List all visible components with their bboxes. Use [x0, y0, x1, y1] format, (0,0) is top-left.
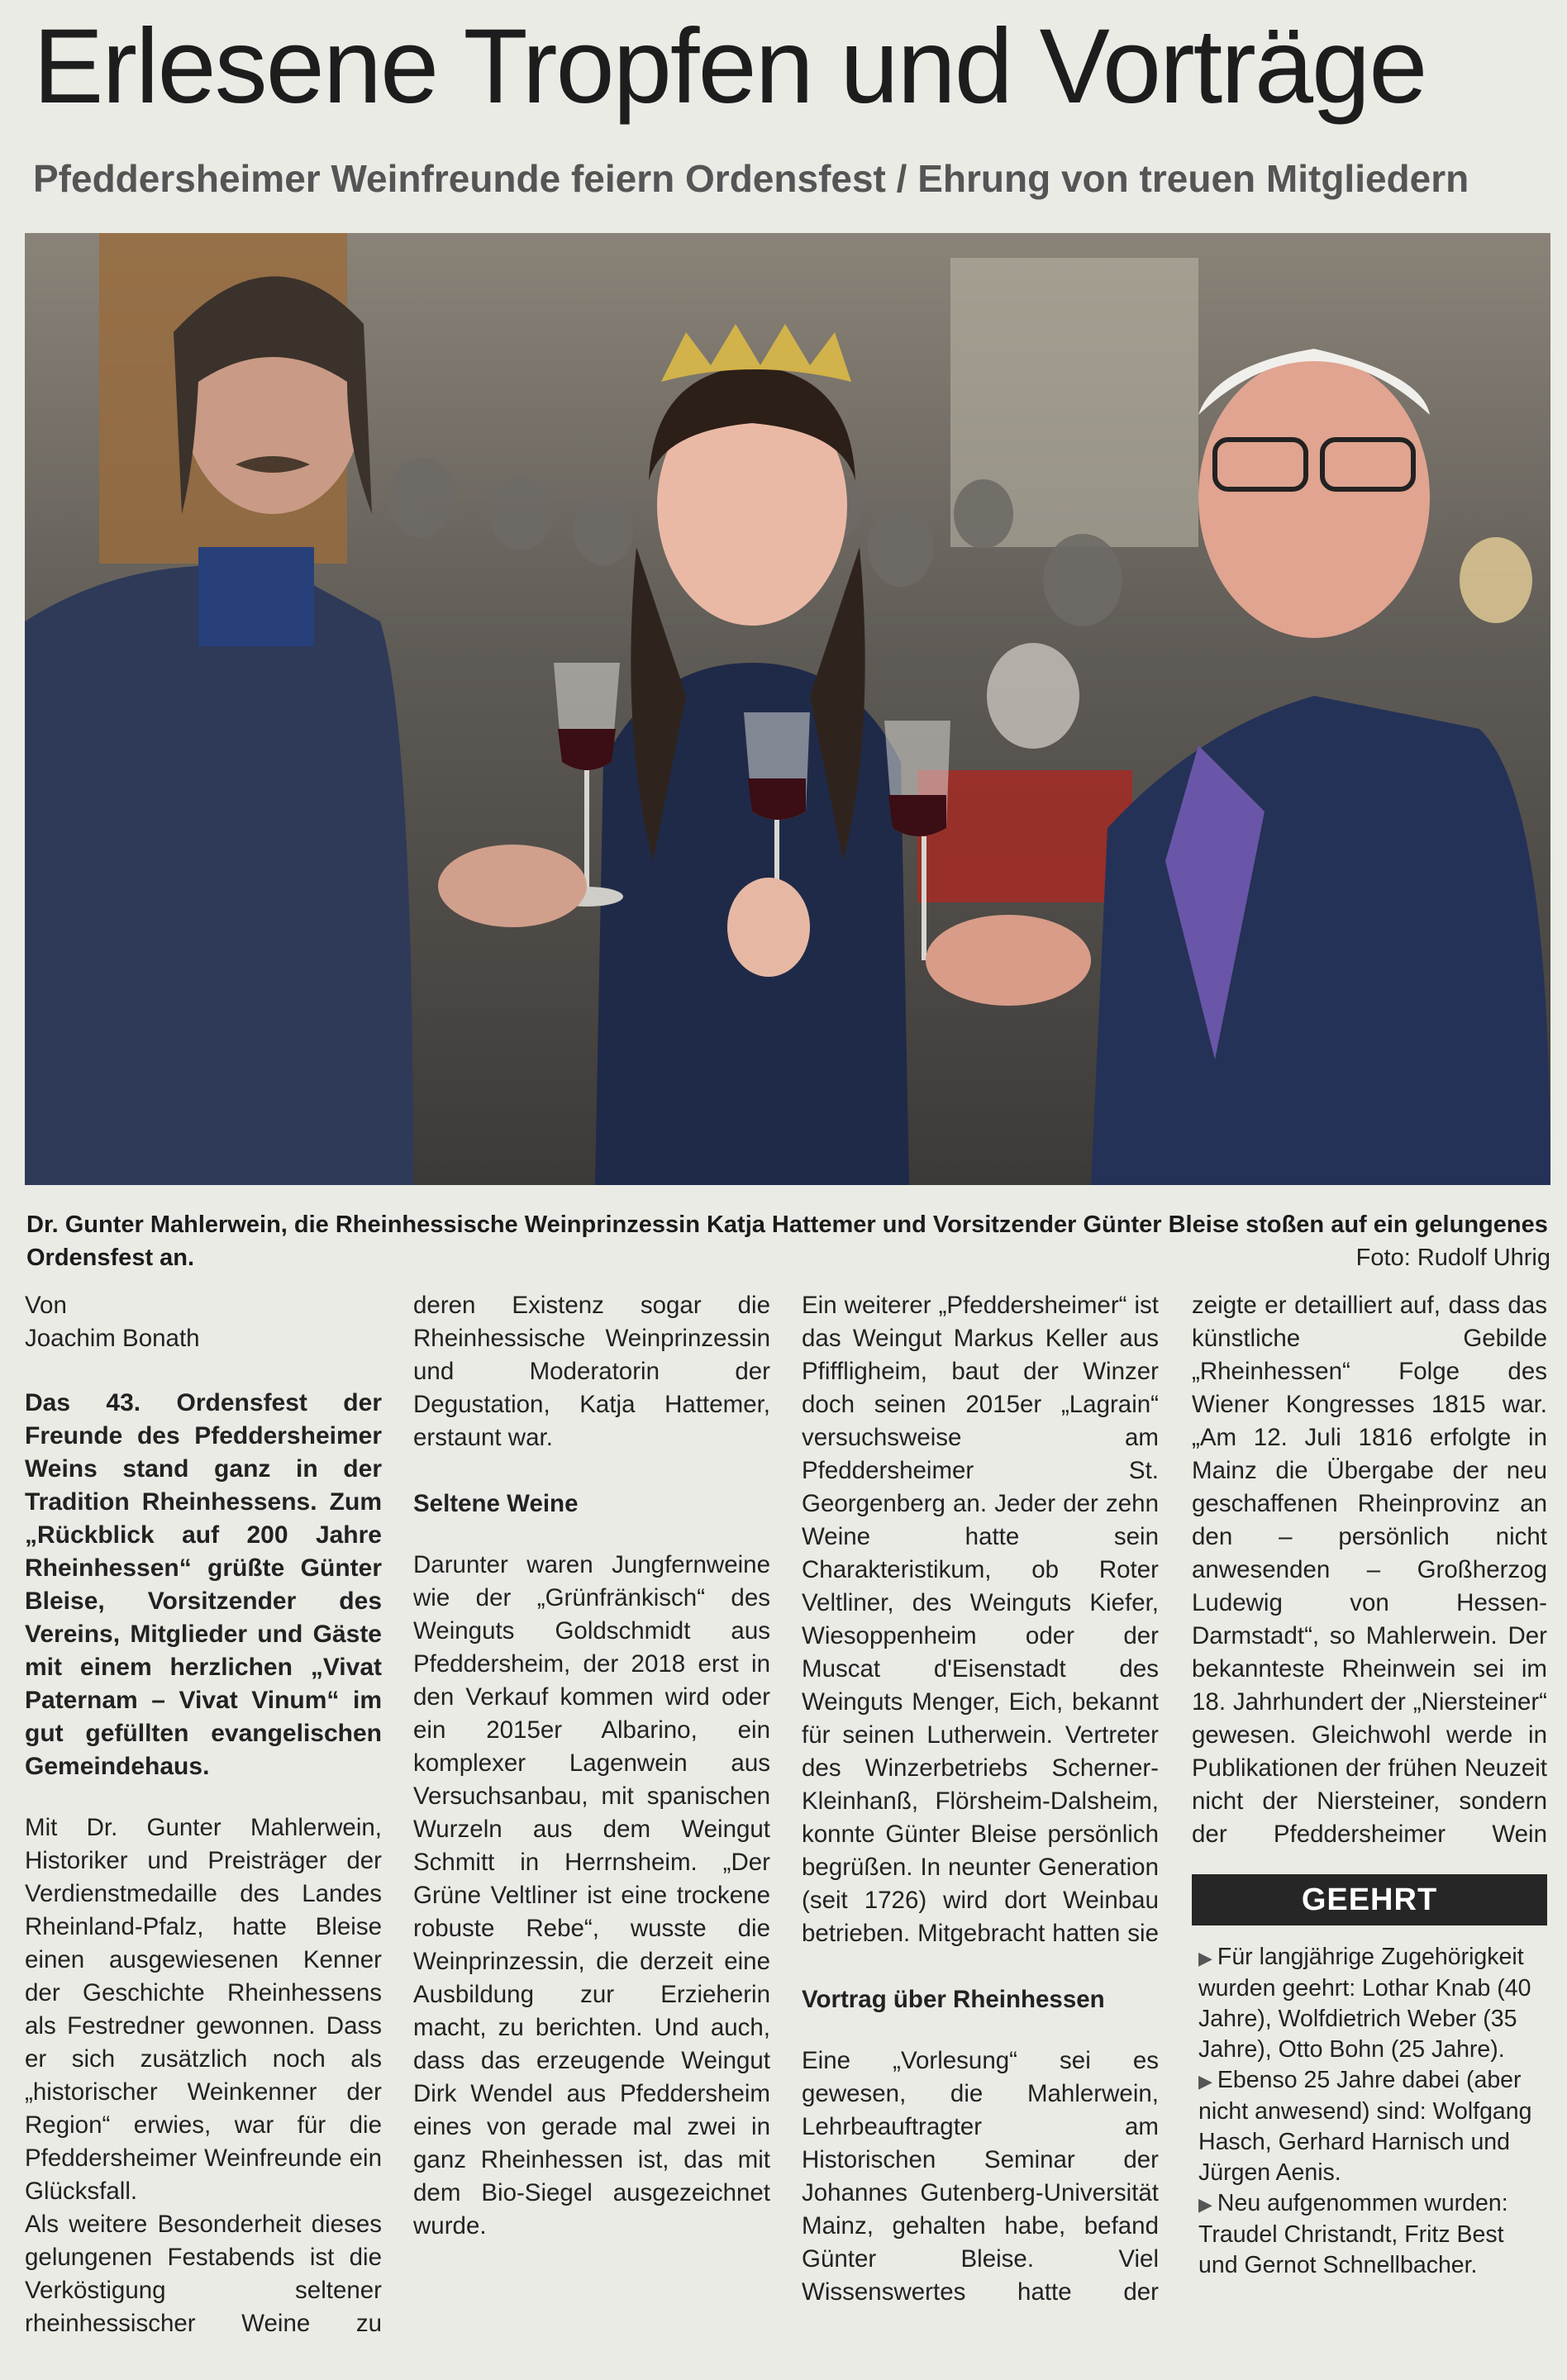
subtitle-seltene-weine: Seltene Weine [413, 1490, 579, 1517]
byline-prefix: Von [25, 1292, 67, 1319]
geehrt-box-title: GEEHRT [1192, 1874, 1547, 1925]
geehrt-item-text: Neu aufgenommen wurden: Traudel Christandt, Fritz Best und Gernot Schnellbacher. [1198, 2190, 1508, 2278]
paragraph-2: Als weitere Besonderheit dieses gelungenen Festabends ist die Verköstigung seltener rheinhessischer Weine zu [25, 2211, 382, 2337]
geehrt-box [1192, 1942, 1547, 2281]
headline: Erlesene Tropfen und Vorträge [33, 7, 1426, 126]
subtitle-vortrag: Vortrag über Rheinhessen [802, 1986, 1105, 2013]
paragraph-1: Mit Dr. Gunter Mahlerwein, Historiker und Preisträger der Verdienstmedaille des Landes Rheinland-Pfalz, hatte Bleise einen ausgewiesenen Kenner der Geschichte Rheinhessens als Festredner gewonnen. Dass er sich zusätzlich noch als „historischer Weinkenner der Region“ erwies, war für die Pfeddersheimer Weinfreunde ein Glücksfall. [25, 1814, 382, 2205]
column-1 [25, 1289, 382, 2340]
geehrt-item-text: Für langjährige Zugehörigkeit wurden geehrt: Lothar Knab (40 Jahre), Wolfdietrich Weber (35 Jahre), Otto Bohn (25 Jahre). [1198, 1944, 1531, 2063]
triangle-bullet-icon: ▶ [1198, 1948, 1212, 1968]
column-4 [1192, 1289, 1547, 2281]
geehrt-item [1198, 2065, 1547, 2188]
geehrt-item-text: Ebenso 25 Jahre dabei (aber nicht anwesend) sind: Wolfgang Hasch, Gerhard Harnisch und Jürgen Aenis. [1198, 2067, 1532, 2186]
lead-paragraph: Das 43. Ordensfest der Freunde des Pfeddersheimer Weins stand ganz in der Tradition Rheinhessens. Zum „Rückblick auf 200 Jahre Rheinhessen“ grüßte Günter Bleise, Vorsitzender des Vereins, Mitglieder und Gäste mit einem herzlichen „Vivat Paternam – Vivat Vinum“ im gut gefüllten evangelischen Gemeindehaus. [25, 1389, 382, 1780]
byline [25, 1289, 382, 1355]
paragraph-4: Ein weiterer „Pfeddersheimer“ ist das Weingut Markus Keller aus Pfiffligheim, baut der Winzer doch seinen 2015er „Lagrain“ versuchsweise am Pfeddersheimer St. Georgenberg an. Jeder der zehn Weine hatte sein Charakteristikum, ob Roter Veltliner, des Weinguts Kiefer, Wiesoppenheim oder der Muscat d'Eisenstadt des Weinguts Menger, Eich, bekannt für seinen Lutherwein. Vertreter des Winzerbetriebs Scherner-Kleinhanß, Flörsheim-Dalsheim, konnte Günter Bleise persönlich begrüßen. In neunter Generation (seit 1726) wird dort Weinbau betrieben. Mitgebracht hatten sie [802, 1292, 1159, 1947]
article-photo [25, 233, 1550, 1185]
column-2 [413, 1289, 770, 2243]
paragraph-2-continued: deren Existenz sogar die Rheinhessische Weinprinzessin und Moderatorin der Degustation, Katja Hattemer, erstaunt war. [413, 1292, 770, 1451]
subheadline: Pfeddersheimer Weinfreunde feiern Ordensfest / Ehrung von treuen Mitgliedern [33, 157, 1469, 200]
paragraph-5-continued: zeigte er detailliert auf, dass das künstliche Gebilde „Rheinhessen“ Folge des Wiener Kongresses 1815 war. „Am 12. Juli 1816 erfolgte in Mainz die Übergabe der neu geschaffenen Rheinprovinz an den – persönlich nicht anwesenden – Großherzog Ludewig von Hessen-Darmstadt“, so Mahlerwein. Der bekannteste Rheinwein sei im 18. Jahrhundert der „Niersteiner“ gewesen. Gleichwohl werde in Publikationen der frühen Neuzeit nicht der Niersteiner, sondern der Pfeddersheimer Wein [1192, 1292, 1547, 1848]
column-3 [802, 1289, 1159, 2309]
triangle-bullet-icon: ▶ [1198, 2071, 1212, 2092]
photo-credit: Foto: Rudolf Uhrig [1355, 1245, 1550, 1271]
triangle-bullet-icon: ▶ [1198, 2194, 1212, 2215]
photo-illustration [25, 233, 1550, 1185]
photo-caption: Dr. Gunter Mahlerwein, die Rheinhessische Weinprinzessin Katja Hattemer und Vorsitzender Günter Bleise stoßen auf ein gelungenes Ordensfest an. [26, 1211, 1548, 1271]
geehrt-item [1198, 1942, 1547, 2065]
paragraph-5: Eine „Vorlesung“ sei es gewesen, die Mahlerwein, Lehrbeauftragter am Historischen Seminar der Johannes Gutenberg-Universität Mainz, gehalten habe, befand Günter Bleise. Viel Wissenswertes hatte der [802, 2047, 1159, 2306]
paragraph-3: Darunter waren Jungfernweine wie der „Grünfränkisch“ des Weinguts Goldschmidt aus Pfeddersheim, der 2018 erst in den Verkauf kommen wird oder ein 2015er Albarino, ein komplexer Lagenwein aus Versuchsanbau, mit spanischen Wurzeln aus dem Weingut Schmitt in Herrnsheim. „Der Grüne Veltliner ist eine trockene robuste Rebe“, wusste die Weinprinzessin, die derzeit eine Ausbildung zur Erzieherin macht, zu berichten. Und auch, dass das erzeugende Weingut Dirk Wendel aus Pfeddersheim eines von gerade mal zwei in ganz Rheinhessen ist, das mit dem Bio-Siegel ausgezeichnet wurde. [413, 1551, 770, 2240]
byline-author: Joachim Bonath [25, 1325, 200, 1352]
geehrt-item [1198, 2188, 1547, 2281]
